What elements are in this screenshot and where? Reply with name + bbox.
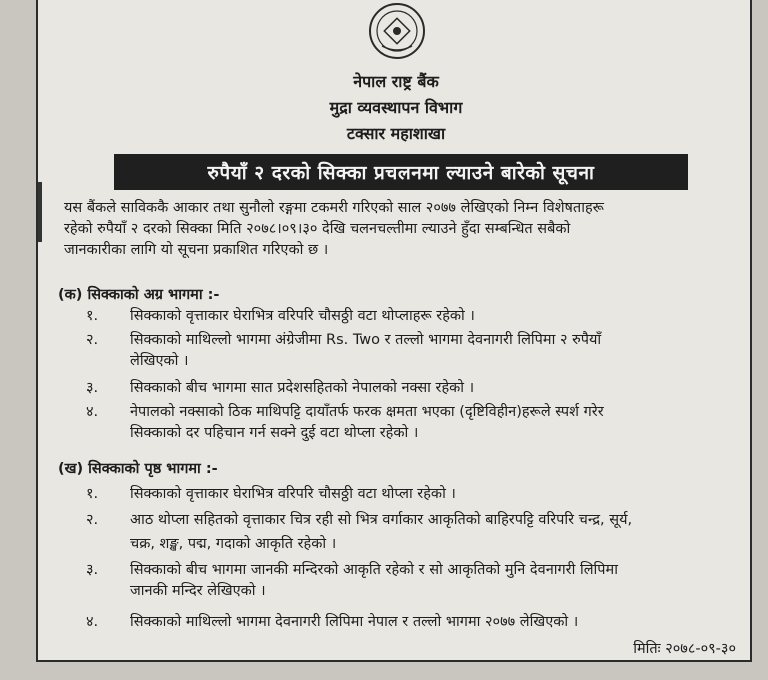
list-item [86,560,736,602]
item-text: नेपालको नक्साको ठिक माथिपट्टि दायाँतर्फ फरक क्षमता भएका (दृष्टिविहीन)हरूले स्पर्श गरेर [130,404,604,420]
item-text: सिक्काको माथिल्लो भागमा अंग्रेजीमा Rs. Two र तल्लो भागमा देवनागरी लिपिमा २ रुपैयाँ [130,332,602,348]
notice-title-banner [114,154,688,190]
list-item [86,484,736,505]
item-text: सिक्काको वृत्ताकार घेराभित्र वरिपरि चौसठ्ठी वटा थोप्ला रहेको । [130,486,456,502]
item-number: ४. [86,614,99,630]
item-number: २. [86,512,99,528]
list-item [86,330,736,372]
intro-line: जानकारीका लागि यो सूचना प्रकाशित गरिएको छ । [64,242,329,258]
notice-sheet [36,0,752,662]
intro-line: यस बैंकले साविककै आकार तथा सुनौलो रङ्गमा टकमरी गरिएको साल २०७७ लेखिएको निम्न विशेषताहरू [64,200,604,216]
item-text: सिक्काको वृत्ताकार घेराभित्र वरिपरि चौसठ्ठी वटा थोप्लाहरू रहेको । [130,308,475,324]
item-text: जानकी मन्दिर लेखिएको । [130,583,266,599]
item-text: लेखिएको । [130,353,189,369]
item-number: २. [86,332,99,348]
edge-mark [38,182,42,242]
item-number: १. [86,308,99,324]
list-item [86,510,746,552]
section-b-heading: (ख) सिक्काको पृष्ठ भागमा :- [58,461,218,477]
notice-title: रुपैयाँ २ दरको सिक्का प्रचलनमा ल्याउने बारेको सूचना [207,162,595,184]
item-number: १. [86,486,99,502]
list-item [86,306,736,327]
list-item [86,378,736,399]
item-text: सिक्काको बीच भागमा जानकी मन्दिरको आकृति रहेको र सो आकृतिको मुनि देवनागरी लिपिमा [130,562,618,578]
list-item [86,402,736,444]
section-a-heading: (क) सिक्काको अग्र भागमा :- [58,287,220,303]
item-text: सिक्काको दर पहिचान गर्न सक्ने दुई वटा थोप्ला रहेको । [130,425,419,441]
item-number: ३. [86,562,99,578]
branch-name: टक्सार महाशाखा [346,124,446,143]
item-number: ३. [86,380,99,396]
department-name: मुद्रा व्यवस्थापन विभाग [329,98,463,117]
item-text: चक्र, शङ्ख, पद्म, गदाको आकृति रहेको । [130,536,337,552]
intro-line: रहेको रुपैयाँ २ दरको सिक्का मिति २०७८।०९।३० देखि चलनचल्तीमा ल्याउने हुँदा सम्बन्धित सबैको [64,221,571,237]
item-number: ४. [86,404,99,420]
bank-seal-logo [368,2,426,60]
item-text: आठ थोप्ला सहितको वृत्ताकार चित्र रही सो भित्र वर्गाकार आकृतिको बाहिरपट्टि वरिपरि चन्द्र, सूर्य, [130,512,633,528]
item-text: सिक्काको बीच भागमा सात प्रदेशसहितको नेपालको नक्सा रहेको । [130,380,475,396]
list-item [86,612,736,633]
notice-date: मितिः २०७८-०९-३० [633,641,736,657]
item-text: सिक्काको माथिल्लो भागमा देवनागरी लिपिमा नेपाल र तल्लो भागमा २०७७ लेखिएको । [130,614,579,630]
intro-paragraph [64,198,744,261]
org-name: नेपाल राष्ट्र बैंक [353,72,439,91]
